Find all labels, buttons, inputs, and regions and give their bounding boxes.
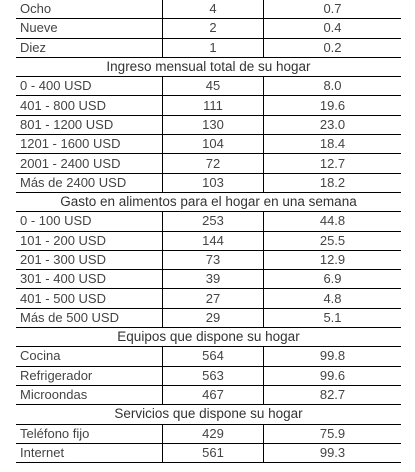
percent-cell: 99.8	[264, 347, 402, 366]
count-cell: 73	[163, 250, 264, 269]
percent-cell: 8.0	[264, 77, 402, 96]
row-label: Microondas	[16, 385, 163, 404]
row-label: 0 - 100 USD	[16, 212, 163, 231]
section-header-row	[16, 192, 401, 211]
table-row	[16, 250, 401, 269]
percent-cell: 12.9	[264, 250, 402, 269]
table-row	[16, 289, 401, 308]
count-cell: 2	[163, 19, 264, 38]
percent-cell: 44.8	[264, 212, 402, 231]
percent-cell: 19.6	[264, 96, 402, 115]
section-title: Servicios que dispone su hogar	[16, 405, 401, 424]
row-label: 201 - 300 USD	[16, 250, 163, 269]
table-row	[16, 347, 401, 366]
row-label: Internet	[16, 443, 163, 462]
table-row	[16, 96, 401, 115]
count-cell: 72	[163, 154, 264, 173]
count-cell: 29	[163, 308, 264, 327]
percent-cell: 25.5	[264, 231, 402, 250]
percent-cell: 82.7	[264, 385, 402, 404]
row-label: Teléfono fijo	[16, 424, 163, 443]
percent-cell: 4.8	[264, 289, 402, 308]
section-header-row	[16, 57, 401, 76]
percent-cell: 99.3	[264, 443, 402, 462]
table-row	[16, 154, 401, 173]
household-data-table	[16, 0, 401, 463]
row-label: 1201 - 1600 USD	[16, 135, 163, 154]
table-row	[16, 231, 401, 250]
table-row	[16, 424, 401, 443]
count-cell: 561	[163, 443, 264, 462]
table-row	[16, 0, 401, 19]
section-title: Ingreso mensual total de su hogar	[16, 57, 401, 76]
table-row	[16, 38, 401, 57]
percent-cell: 75.9	[264, 424, 402, 443]
row-label: 801 - 1200 USD	[16, 115, 163, 134]
count-cell: 27	[163, 289, 264, 308]
row-label: Más de 500 USD	[16, 308, 163, 327]
row-label: Ocho	[16, 0, 163, 19]
percent-cell: 5.1	[264, 308, 402, 327]
row-label: 101 - 200 USD	[16, 231, 163, 250]
row-label: 301 - 400 USD	[16, 270, 163, 289]
count-cell: 144	[163, 231, 264, 250]
count-cell: 104	[163, 135, 264, 154]
percent-cell: 0.7	[323, 1, 342, 17]
count-cell: 45	[163, 77, 264, 96]
section-header-row	[16, 328, 401, 347]
count-cell: 39	[163, 270, 264, 289]
percent-cell: 0.4	[264, 19, 402, 38]
count-cell: 253	[163, 212, 264, 231]
percent-cell: 23.0	[264, 115, 402, 134]
row-label: Nueve	[16, 19, 163, 38]
table-row	[16, 77, 401, 96]
percent-cell: 0.2	[264, 38, 402, 57]
table-row	[16, 212, 401, 231]
table-row	[16, 366, 401, 385]
percent-cell: 12.7	[264, 154, 402, 173]
section-header-row	[16, 405, 401, 424]
count-cell: 563	[163, 366, 264, 385]
row-label: 0 - 400 USD	[16, 77, 163, 96]
count-cell: 429	[163, 424, 264, 443]
count-cell: 111	[163, 96, 264, 115]
row-label: 2001 - 2400 USD	[16, 154, 163, 173]
percent-cell: 18.2	[264, 173, 402, 192]
row-label: Más de 2400 USD	[16, 173, 163, 192]
row-label: Cocina	[16, 347, 163, 366]
table-row	[16, 19, 401, 38]
table-row	[16, 443, 401, 462]
row-label: Refrigerador	[16, 366, 163, 385]
percent-cell: 6.9	[264, 270, 402, 289]
table-row	[16, 173, 401, 192]
row-label: 401 - 800 USD	[16, 96, 163, 115]
count-cell: 103	[163, 173, 264, 192]
percent-cell: 18.4	[264, 135, 402, 154]
section-title: Gasto en alimentos para el hogar en una semana	[16, 192, 401, 211]
table-row	[16, 115, 401, 134]
row-label: Diez	[16, 38, 163, 57]
section-title: Equipos que dispone su hogar	[16, 328, 401, 347]
table-row	[16, 308, 401, 327]
table-row	[16, 270, 401, 289]
table-row	[16, 385, 401, 404]
count-cell: 467	[163, 385, 264, 404]
count-cell: 1	[163, 38, 264, 57]
row-label: 401 - 500 USD	[16, 289, 163, 308]
percent-cell: 99.6	[264, 366, 402, 385]
table-body	[16, 0, 401, 463]
table-row	[16, 135, 401, 154]
count-cell: 4	[163, 0, 264, 19]
count-cell: 564	[163, 347, 264, 366]
count-cell: 130	[163, 115, 264, 134]
